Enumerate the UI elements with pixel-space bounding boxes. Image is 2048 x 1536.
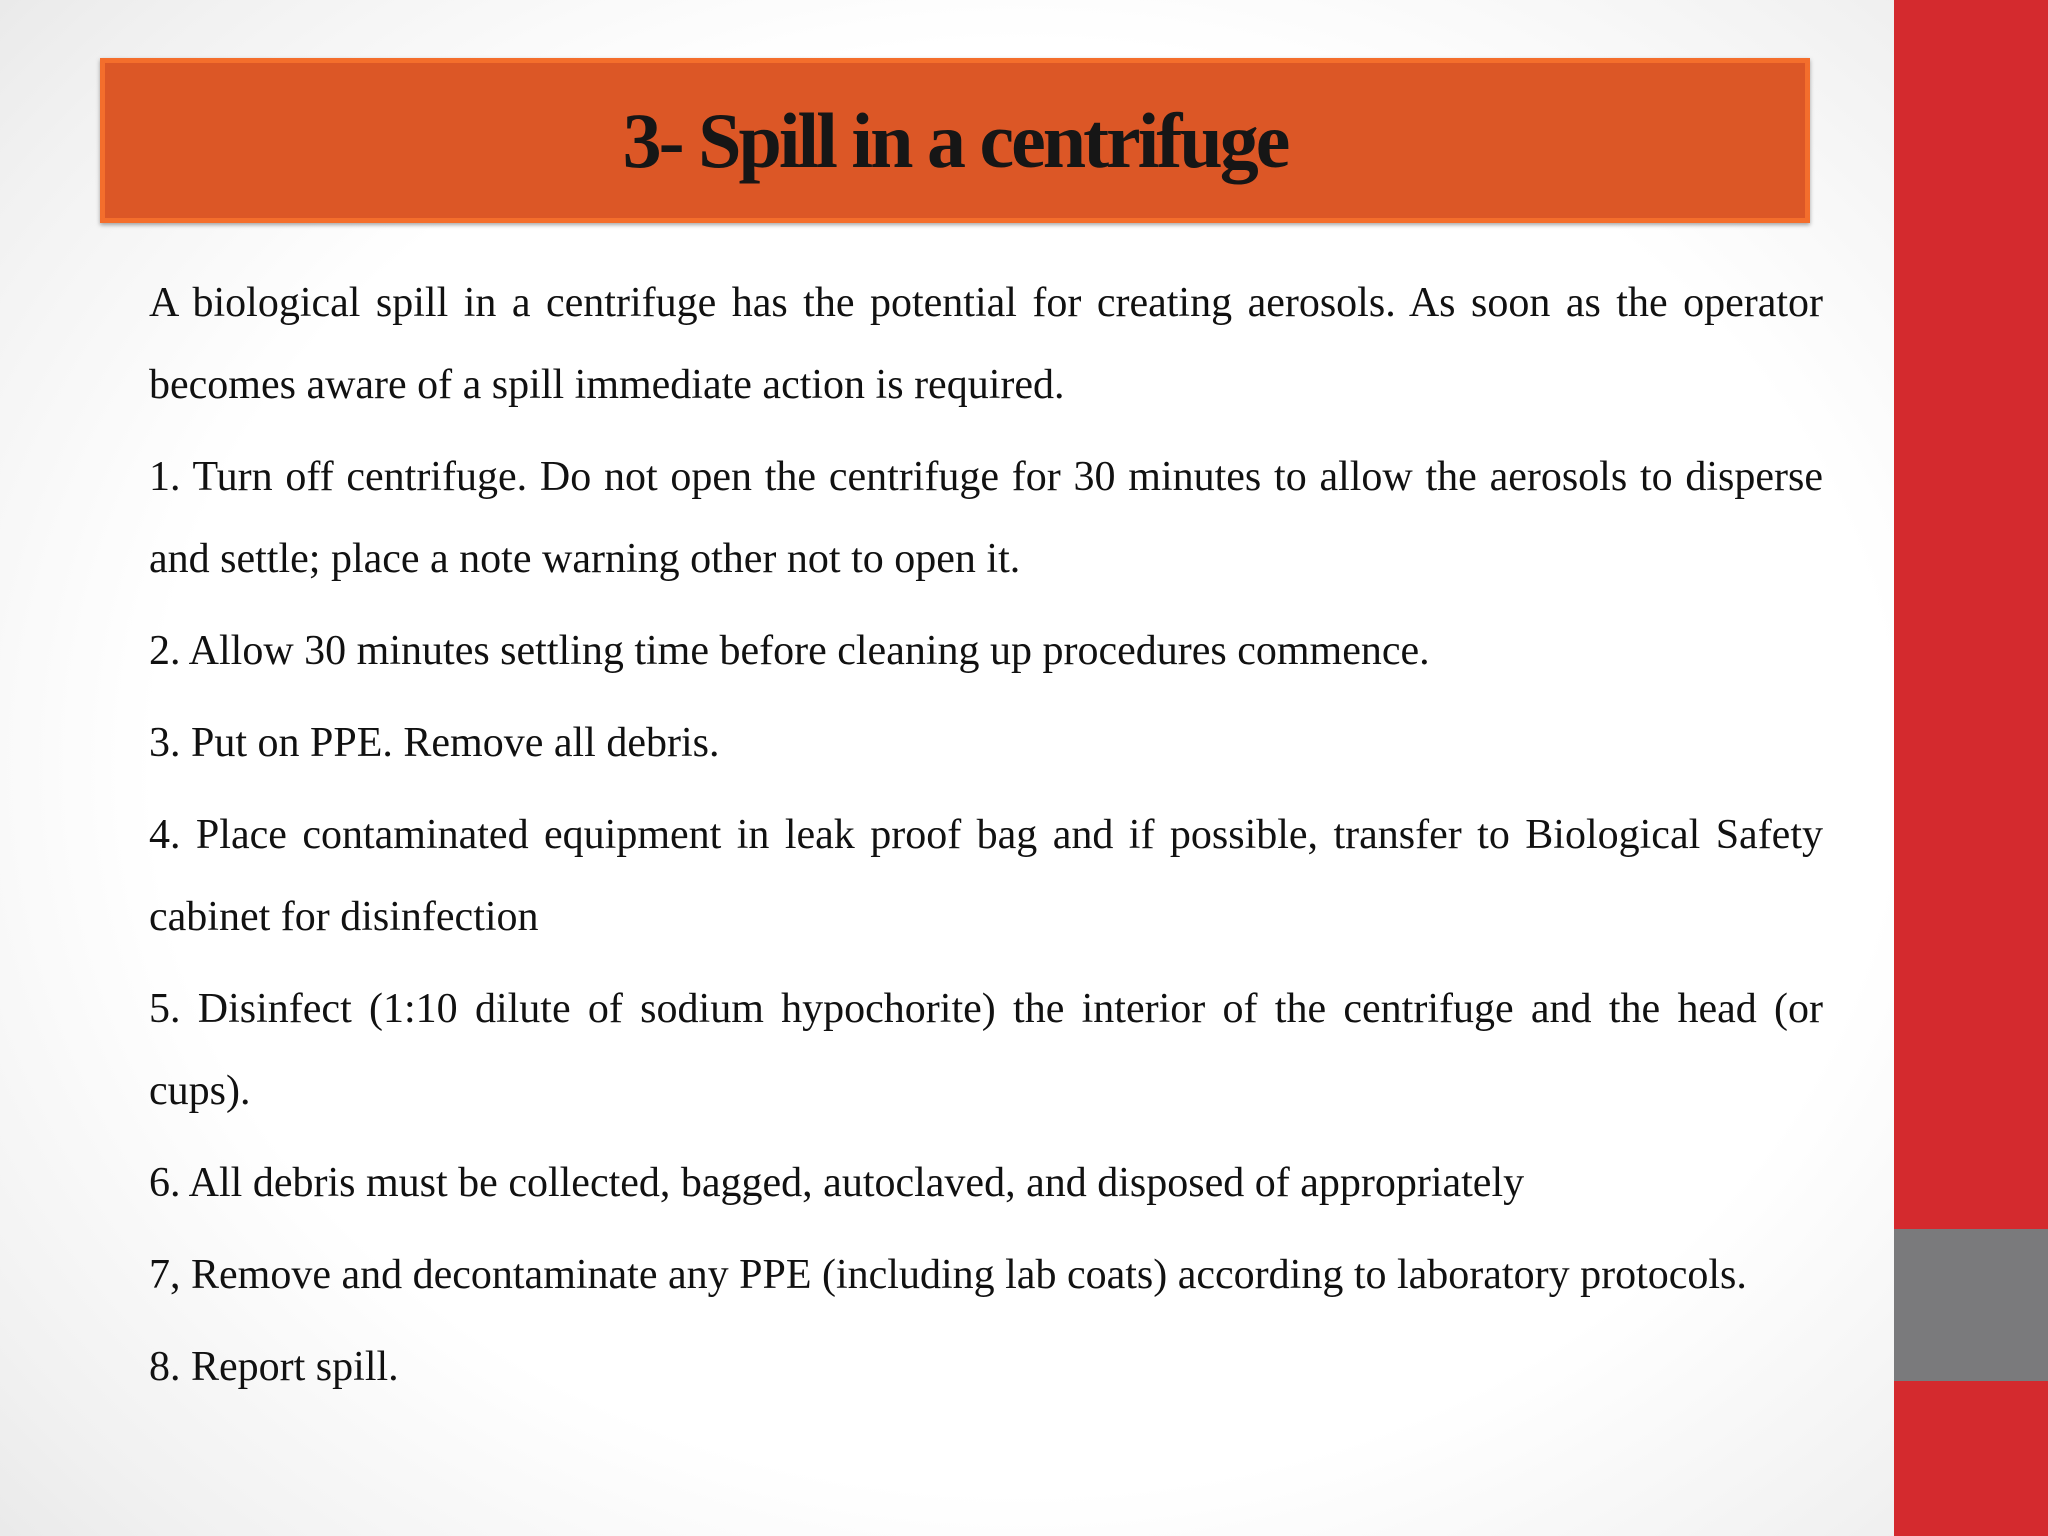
- step-2: 2. Allow 30 minutes settling time before cleaning up procedures commence.: [149, 628, 1430, 674]
- intro-paragraph: A biological spill in a centrifuge has the potential for creating aerosols. As soon as the operator becomes aware of a spill immediate action is required.: [149, 280, 1823, 408]
- step-7: 7, Remove and decontaminate any PPE (including lab coats) according to laboratory protocols.: [149, 1252, 1747, 1298]
- step-4: 4. Place contaminated equipment in leak proof bag and if possible, transfer to Biological Safety cabinet for disinfection: [149, 812, 1823, 940]
- slide-body: [149, 262, 1823, 1418]
- slide-title: 3- Spill in a centrifuge: [622, 96, 1288, 184]
- side-accent-grey-block: [1894, 1229, 2048, 1381]
- title-banner: [100, 58, 1810, 223]
- step-1: 1. Turn off centrifuge. Do not open the centrifuge for 30 minutes to allow the aerosols to disperse and settle; place a note warning other not to open it.: [149, 454, 1823, 582]
- step-6: 6. All debris must be collected, bagged, autoclaved, and disposed of appropriately: [149, 1160, 1525, 1206]
- step-3: 3. Put on PPE. Remove all debris.: [149, 720, 720, 766]
- step-8: 8. Report spill.: [149, 1344, 399, 1390]
- step-5: 5. Disinfect (1:10 dilute of sodium hypochorite) the interior of the centrifuge and the head (or cups).: [149, 986, 1823, 1114]
